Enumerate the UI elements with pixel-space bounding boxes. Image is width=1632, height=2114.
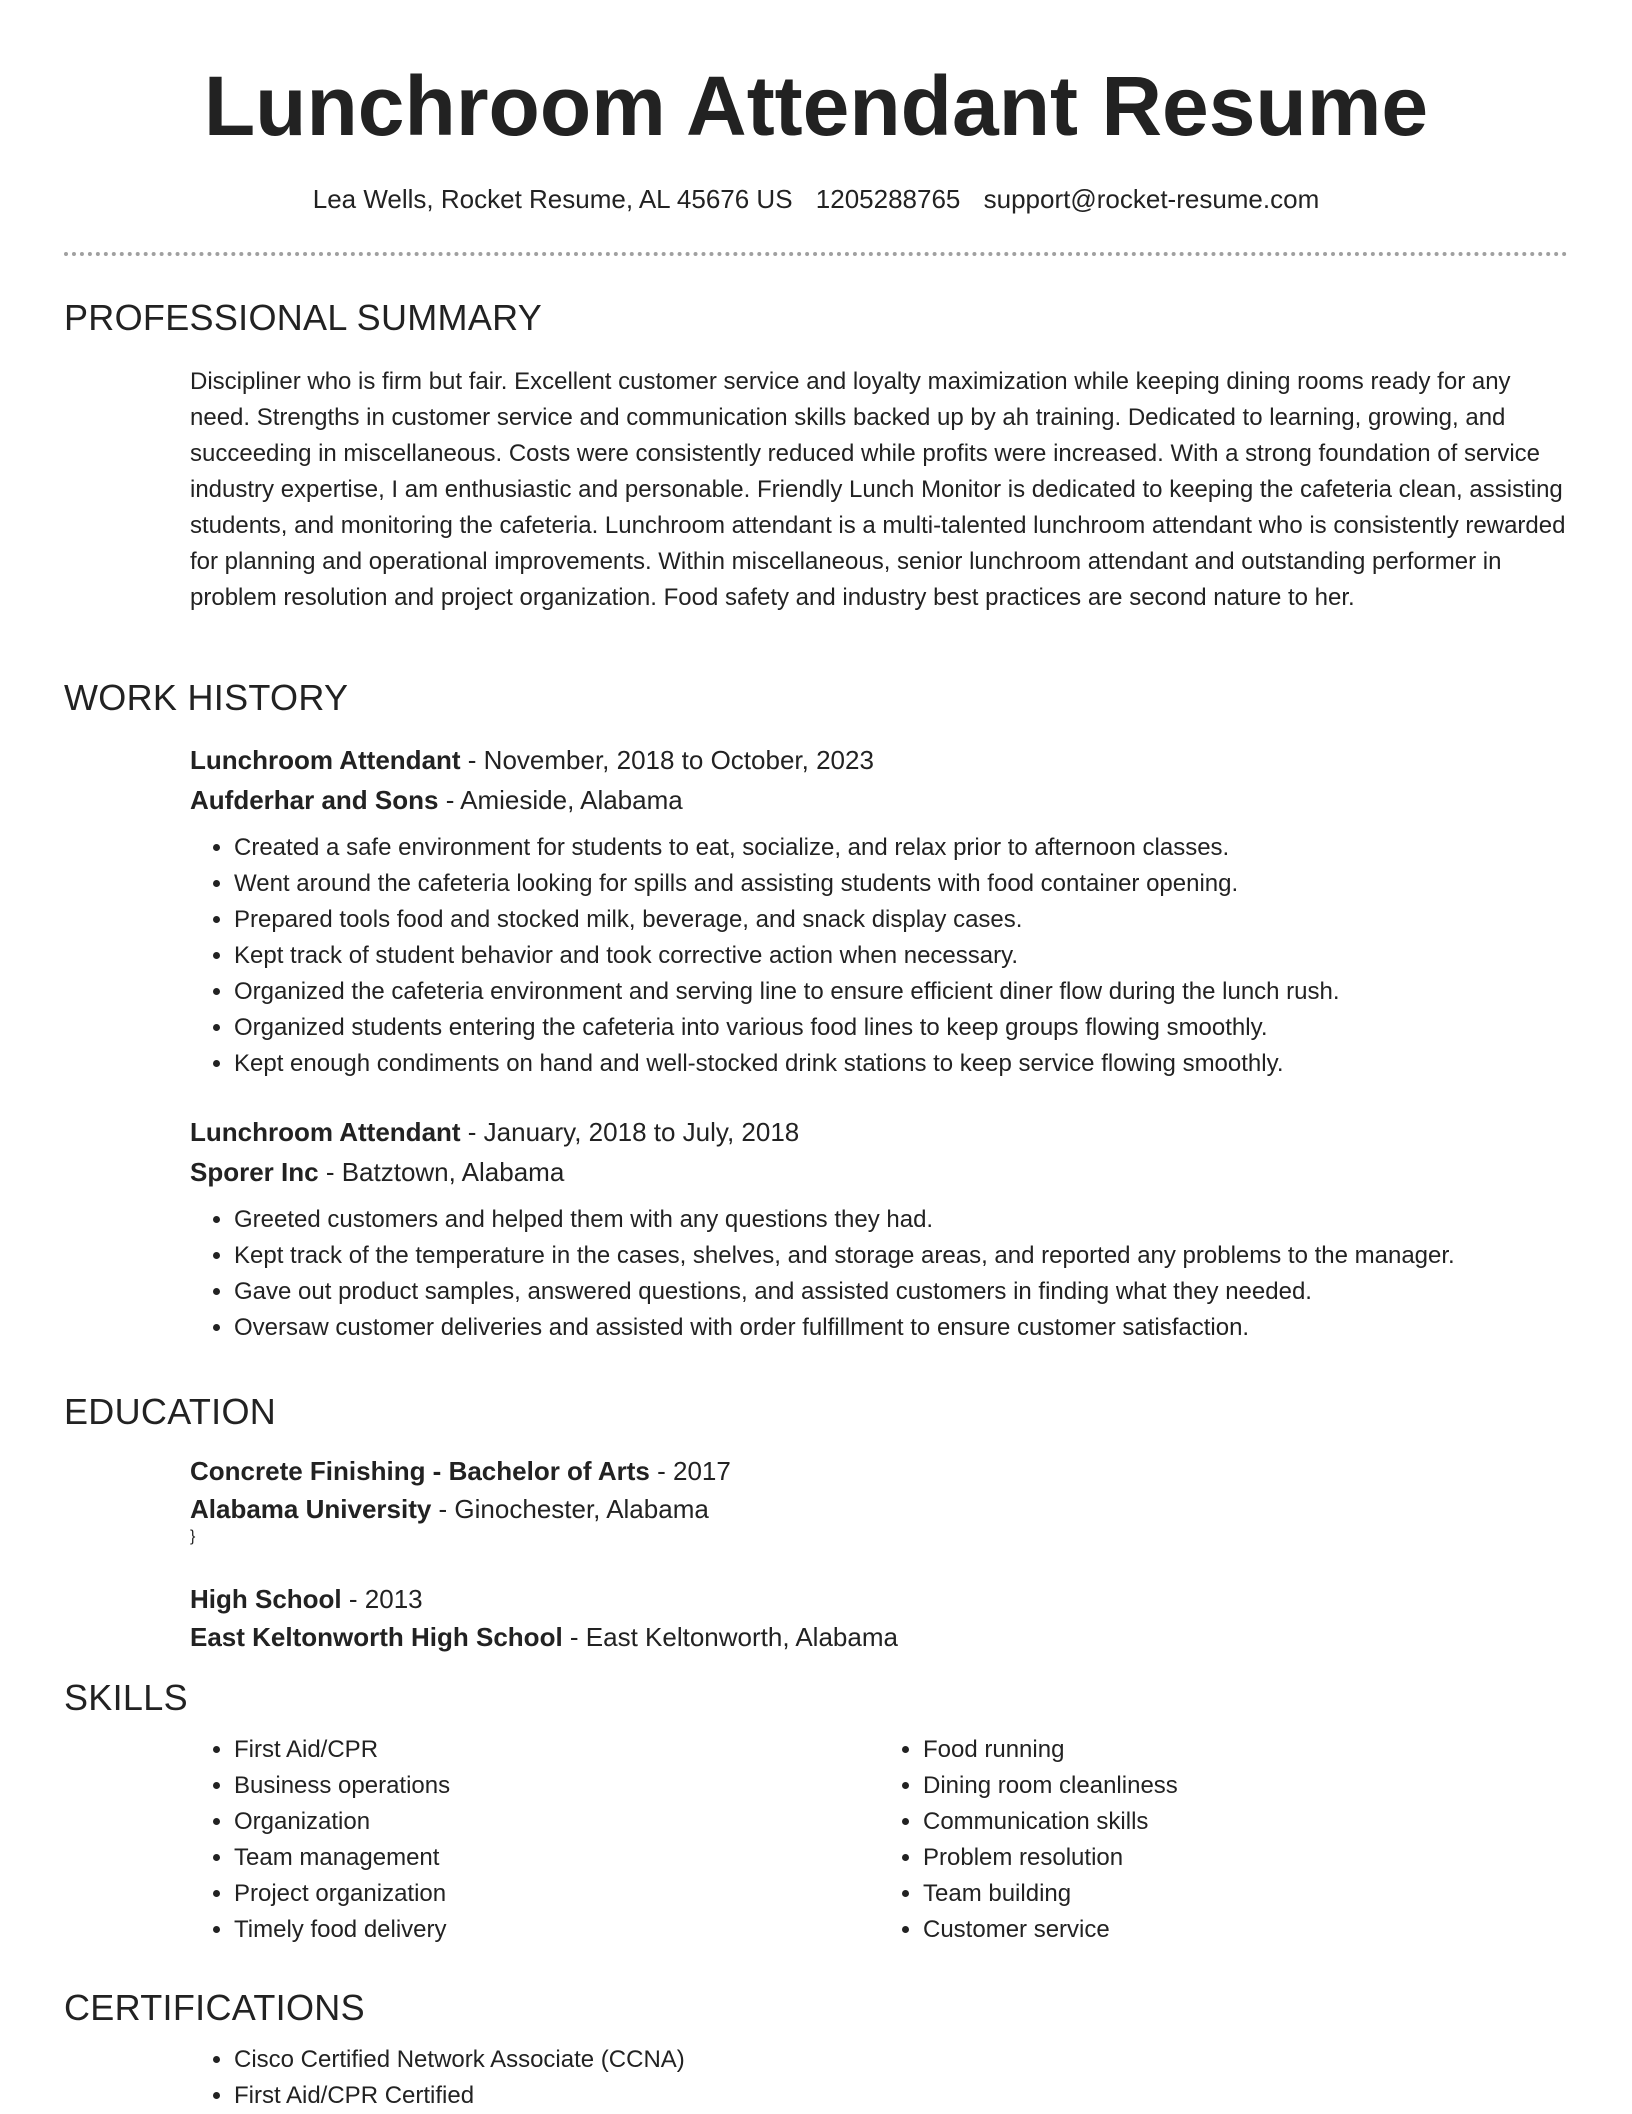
degree-year: - 2013 bbox=[341, 1584, 423, 1614]
list-item: • Prepared tools food and stocked milk, beverage, and snack display cases. bbox=[234, 902, 1568, 938]
list-item: • Greeted customers and helped them with any questions they had. bbox=[234, 1202, 1568, 1238]
summary-section bbox=[64, 296, 1568, 616]
skills-section bbox=[64, 1676, 1568, 1948]
skills-right-column bbox=[879, 1732, 1568, 1948]
education-heading: EDUCATION bbox=[64, 1391, 277, 1432]
list-item: • Dining room cleanliness bbox=[923, 1768, 1568, 1804]
list-item: • Team building bbox=[923, 1876, 1568, 1912]
job-location: - Batztown, Alabama bbox=[318, 1157, 565, 1187]
list-item: • Oversaw customer deliveries and assisted with order fulfillment to ensure customer satisfaction. bbox=[234, 1310, 1568, 1346]
contact-line bbox=[64, 182, 1568, 216]
list-item: • First Aid/CPR Certified bbox=[234, 2078, 1568, 2114]
certifications-list-wrap bbox=[190, 2042, 1568, 2114]
degree-line bbox=[190, 1580, 1568, 1618]
summary-text: Discipliner who is firm but fair. Excellent customer service and loyalty maximization while keeping dining rooms ready for any need. Strengths in customer service and communication skills backed up by ah training. Dedicated to learning, growing, and succeeding in miscellaneous. Costs were consistently reduced while profits were increased. With a strong foundation of service industry expertise, I am enthusiastic and personable. Friendly Lunch Monitor is dedicated to keeping the cafeteria clean, assisting students, and monitoring the cafeteria. Lunchroom attendant is a multi-talented lunchroom attendant who is consistently rewarded for planning and operational improvements. Within miscellaneous, senior lunchroom attendant and outstanding performer in problem resolution and project organization. Food safety and industry best practices are second nature to her. bbox=[190, 368, 1566, 611]
job-title-line bbox=[190, 740, 1568, 780]
list-item: • Organization bbox=[234, 1804, 879, 1840]
list-item: • Cisco Certified Network Associate (CCNA) bbox=[234, 2042, 1568, 2078]
list-item: • First Aid/CPR bbox=[234, 1732, 879, 1768]
job-company: Sporer Inc bbox=[190, 1157, 319, 1187]
school-line bbox=[190, 1618, 1568, 1656]
list-item: • Created a safe environment for students to eat, socialize, and relax prior to afternoon classes. bbox=[234, 830, 1568, 866]
work-history-heading: WORK HISTORY bbox=[64, 677, 349, 718]
list-item: • Kept track of student behavior and took corrective action when necessary. bbox=[234, 938, 1568, 974]
summary-heading: PROFESSIONAL SUMMARY bbox=[64, 297, 543, 338]
job-title: Lunchroom Attendant bbox=[190, 1117, 461, 1147]
resume-title: Lunchroom Attendant Resume bbox=[203, 59, 1429, 153]
contact-phone: 1205288765 bbox=[815, 184, 961, 214]
list-item: • Communication skills bbox=[923, 1804, 1568, 1840]
job-location: - Amieside, Alabama bbox=[438, 785, 683, 815]
header-divider bbox=[64, 252, 1568, 256]
education-section bbox=[64, 1390, 1568, 1656]
job-title-line bbox=[190, 1112, 1568, 1152]
job-company: Aufderhar and Sons bbox=[190, 785, 439, 815]
degree-line bbox=[190, 1452, 1568, 1490]
job-entry bbox=[190, 1112, 1568, 1346]
list-item: • Organized the cafeteria environment and serving line to ensure efficient diner flow during the lunch rush. bbox=[234, 974, 1568, 1010]
contact-email: support@rocket-resume.com bbox=[983, 184, 1320, 214]
school-line bbox=[190, 1490, 1568, 1528]
list-item: • Kept enough condiments on hand and well-stocked drink stations to keep service flowing smoothly. bbox=[234, 1046, 1568, 1082]
list-item: • Business operations bbox=[234, 1768, 879, 1804]
job-entry bbox=[190, 740, 1568, 1082]
certifications-section bbox=[64, 1986, 1568, 2114]
education-entry: Concrete Finishing - Bachelor of Arts - 2017 Alabama University - Ginochester, Alabama } bbox=[190, 1452, 1568, 1546]
list-item: • Organized students entering the cafeteria into various food lines to keep groups flowing smoothly. bbox=[234, 1010, 1568, 1046]
degree-year: - 2017 bbox=[649, 1456, 731, 1486]
school-location: - East Keltonworth, Alabama bbox=[562, 1622, 898, 1652]
list-item: • Gave out product samples, answered questions, and assisted customers in finding what they needed. bbox=[234, 1274, 1568, 1310]
resume-page bbox=[64, 0, 1568, 2109]
school: East Keltonworth High School bbox=[190, 1622, 563, 1652]
education-entry bbox=[190, 1580, 1568, 1656]
skills-grid bbox=[190, 1732, 1568, 1948]
school-location: - Ginochester, Alabama bbox=[431, 1494, 709, 1524]
certifications-list bbox=[190, 2042, 1568, 2114]
job-dates: - January, 2018 to July, 2018 bbox=[460, 1117, 800, 1147]
list-item: • Kept track of the temperature in the cases, shelves, and storage areas, and reported any problems to the manager. bbox=[234, 1238, 1568, 1274]
job-dates: - November, 2018 to October, 2023 bbox=[460, 745, 874, 775]
work-history-section bbox=[64, 676, 1568, 1346]
job-bullets bbox=[190, 830, 1568, 1082]
degree: High School bbox=[190, 1584, 342, 1614]
skills-left-column bbox=[190, 1732, 879, 1948]
job-company-line bbox=[190, 1152, 1568, 1192]
skills-heading: SKILLS bbox=[64, 1677, 188, 1718]
list-item: • Timely food delivery bbox=[234, 1912, 879, 1948]
list-item: • Customer service bbox=[923, 1912, 1568, 1948]
certifications-heading: CERTIFICATIONS bbox=[64, 1987, 365, 2028]
job-bullets bbox=[190, 1202, 1568, 1346]
list-item: • Problem resolution bbox=[923, 1840, 1568, 1876]
job-company-line bbox=[190, 780, 1568, 820]
list-item: • Went around the cafeteria looking for spills and assisting students with food container opening. bbox=[234, 866, 1568, 902]
school: Alabama University bbox=[190, 1494, 432, 1524]
list-item: • Food running bbox=[923, 1732, 1568, 1768]
contact-address: Lea Wells, Rocket Resume, AL 45676 US bbox=[312, 184, 793, 214]
list-item: • Team management bbox=[234, 1840, 879, 1876]
list-item: • Project organization bbox=[234, 1876, 879, 1912]
job-title: Lunchroom Attendant bbox=[190, 745, 461, 775]
degree: Concrete Finishing - Bachelor of Arts bbox=[190, 1456, 650, 1486]
